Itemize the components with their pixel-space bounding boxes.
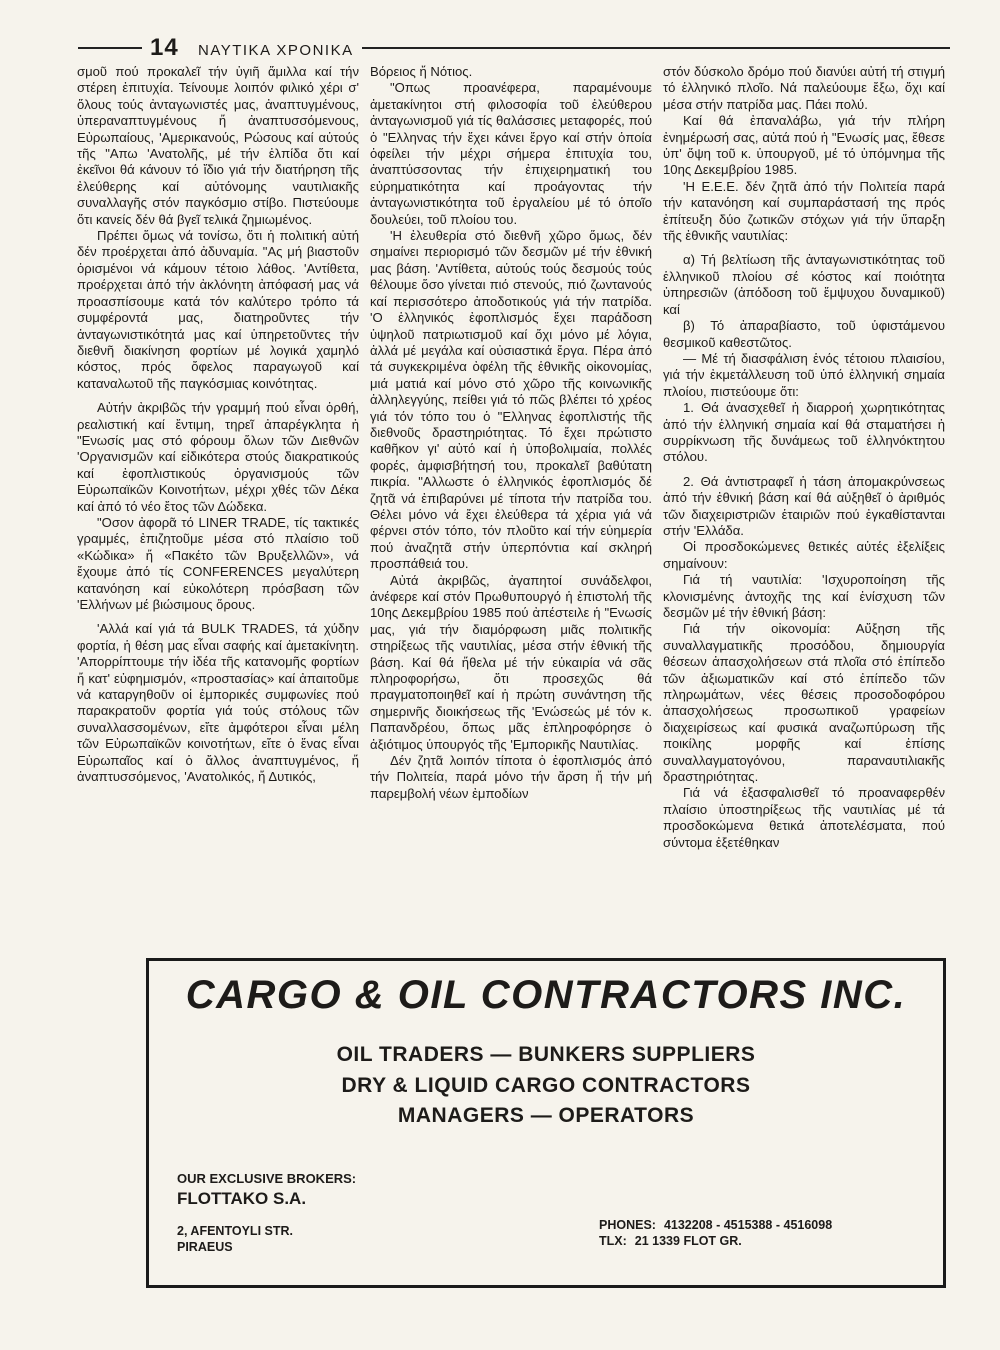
ad-company-name: CARGO & OIL CONTRACTORS INC.: [185, 973, 907, 1017]
paragraph: 'Η Ε.Ε.Ε. δέν ζητᾶ ἀπό τήν Πολιτεία παρά τήν κατανόηση καί συμπαράστασή της πρός ἐπίτευξη δύο ζωτικῶν στόχων γιά τήν ὕπαρξη τῆς ἐθνικῆς ναυτιλίας:: [663, 178, 945, 244]
publication-title: ΝΑΥΤΙΚΑ ΧΡΟΝΙΚΑ: [198, 42, 354, 59]
paragraph: β) Τό ἀπαραβίαστο, τοῦ ὑφιστάμενου θεσμικοῦ καθεστῶτος.: [663, 318, 945, 350]
paragraph: "Οπως προανέφερα, παραμένουμε ἀμετακίνητοι στή φιλοσοφία τοῦ ἐλεύθερου ἀνταγωνισμοῦ γιά τίς θαλάσσιες μεταφορές, πού ὁ "Ελληνας τήν ἔχει κάνει ἔργο καί στήν ὁποία ὀφείλει τήν μέχρι σήμερα ἐπιτυχία του, ἀναπτύσσοντας τήν ἐπιχειρηματική του εὐρηματικότητα καί προάγοντας τήν ἀνταγωνιστικότητα τοῦ ἐργαλείου μέ τό ὁποῖο δουλεύει, τοῦ πλοίου του.: [370, 80, 652, 227]
ad-tlx-label: TLX:: [599, 1234, 627, 1248]
ad-brokers-name: FLOTTAKO S.A.: [177, 1189, 307, 1208]
paragraph: 'Αλλά καί γιά τά BULK TRADES, τά χύδην φορτία, ἡ θέση μας εἶναι σαφής καί ἀμετακίνητη. 'Απορρίπτουμε τήν ἰδέα τῆς κατανομῆς φορτίων ἤ κατ' εὐφημισμόν, «προστασίας» καί ἀπαιτοῦμε νά καταργηθοῦν οἱ ἐμπορικές συμφωνίες πού παρακρατοῦν φορτία γιά τούς στόλους τῶν συναλλασσομένων, εἴτε ἀμφότεροι εἶναι μέλη τῶν Εὐρωπαϊκῶν κοινοτήτων, εἴτε ὁ ἕνας εἶναι Εὐρωπαῖος καί ὁ ἄλλος ἀναπτυγμένος, ἤ ἀναπτυσσόμενος, 'Ανατολικός, ἤ Δυτικός,: [77, 621, 359, 785]
ad-address-line-1: 2, AFENTOYLI STR.: [177, 1224, 293, 1238]
ad-tlx-value: 21 1339 FLOT GR.: [634, 1234, 742, 1248]
paragraph: Καί θά ἐπαναλάβω, γιά τήν πλήρη ἐνημέρωσή σας, αὐτά πού ἡ "Ενωσίς μας, ἔθεσε ὑπ' ὄψη τοῦ κ. ὑπουργοῦ, μέ τό ὑπόμνημα τῆς 10ης Δεκεμβρίου 1985.: [663, 113, 945, 178]
paragraph: Γιά τή ναυτιλία: 'Ισχυροποίηση τῆς κλονισμένης ἀντοχῆς της καί ἐνίσχυση τῶν δεσμῶν μέ τήν ἐθνική βάση:: [663, 572, 945, 620]
ad-phones-label: PHONES:: [599, 1218, 656, 1232]
paragraph: Αὐτήν ἀκριβῶς τήν γραμμή πού εἶναι ὀρθή, ρεαλιστική καί ἔντιμη, τηρεῖ ἀπαρέγκλητα ἡ "Ενωσίς μας στό φόρουμ ὅλων τῶν Διεθνῶν 'Οργανισμῶν καί εἰδικότερα στούς διακρατικούς καί ἐφοπλιστικούς ὀργανισμούς τῶν Εὐρωπαϊκῶν Κοινοτήτων, μέχρι χθές τῶν Δέκα καί ἀπό τό νέο ἔτος τῶν Δώδεκα.: [77, 400, 359, 514]
advertisement-box: [146, 958, 946, 1288]
text-column-3: [663, 64, 945, 944]
ad-address-line-2: PIRAEUS: [177, 1240, 233, 1254]
paragraph: Βόρειος ἤ Νότιος.: [370, 64, 473, 79]
header-rule-left: [78, 47, 142, 49]
paragraph: Γιά τήν οἰκονομία: Αὔξηση τῆς συναλλαγματικῆς προσόδου, δημιουργία θέσεων ἀπασχολήσεων στά πλοῖα στό ἐπίπεδο τῶν ἀξιωματικῶν καί στό ἐπίπεδο τῶν πληρωμάτων, νέες θέσεις προσοδοφόρου ἀπασχολήσεως προσωπικοῦ γραφείων διαχειρίσεως καί φυσικά αναζωπύρωση τῆς ποικίλης μορφῆς καί ἐπίσης συναλλαγματογόνου, παραναυτιλιακῆς δραστηριότητας.: [663, 621, 945, 785]
paragraph: Αὐτά ἀκριβῶς, ἀγαπητοί συνάδελφοι, ἀνέφερε καί στόν Πρωθυπουργό ἡ ἐπιστολή τῆς 10ης Δεκεμβρίου 1985 πού ἀπέστειλε ἡ "Ενωσίς μας, γιά τήν διαμόρφωση μιᾶς πολιτικῆς στηρίξεως τῆς ναυτιλίας, μέσα στήν ἐθνική τῆς βάση. Καί θά ἤθελα μέ τήν εὐκαιρία νά σᾶς πληροφορήσω, ὅτι προσεχῶς θά πραγματοποιηθεῖ καί ἡ πρώτη συνάντηση τῆς σημερινῆς διοικήσεως τῆς 'Ενώσεώς μέ τόν κ. Παπανδρέου, ὅπως μᾶς ἐπληροφόρησε ὁ ἀξιότιμος ὑπουργός τῆς 'Εμπορικῆς Ναυτιλίας.: [370, 572, 652, 752]
paragraph: 2. Θά ἀντιστραφεῖ ἡ τάση ἀπομακρύνσεως ἀπό τήν ἐθνική βάση καί θά αὐξηθεῖ ὁ ἀριθμός τῶν διαχειριστριῶν ἑταιριῶν πού ἐγκαθίστανται στήν 'Ελλάδα.: [663, 473, 945, 538]
text-column-2: [370, 64, 652, 944]
paragraph: 'Η ἐλευθερία στό διεθνῆ χῶρο ὅμως, δέν σημαίνει περιορισμό τῶν δεσμῶν μέ τήν ἐθνική μας βάση. 'Αντίθετα, αὐτούς τούς δεσμούς τούς θέλουμε ὅσο γίνεται πιό στενούς, πιό ζωντανούς καί περισσότερο ἀποδοτικούς γιά τήν πατρίδα. 'Ο ἑλληνικός ἐφοπλισμός ἔχει παράδοση ὑψηλοῦ πατριωτισμοῦ καί ὄχι μόνο μέ λόγια, ἀλλά μέ μεγάλα καί οὐσιαστικά ἔργα. Πέρα ἀπό τά συγκεκριμένα ὀφέλη τῆς ἑθνικῆς οἰκονομίας, μιά ματιά καί μόνο στό χῶρο τῆς κοινωνικῆς ἀλληλεγγύης, πείθει γιά τό πῶς βλέπει τό χρέος γιά τόν τόπο του ὁ "Ελληνας ἐφοπλιστής τῆς διεθνοῦς δραστηριότητας. Τό ἔχει πρώτιστο καθῆκον γι' αὐτό καί ἡ ὑποβολιμαία, πολλές φορές, ἀμφισβήτησή του, προκαλεῖ βαθύτατη πικρία. "Αλλωστε ὁ ἑλληνικός ἐφοπλισμός δέ ζητᾶ νά ἐπιβαρύνει μέ τίποτα τήν πατρίδα του. Θέλει μόνο νά ἔχει ἐλεύθερα τά χέρια γιά νά φέρνει στόν τόπο, τόν πλοῦτο καί τήν εὐημερία πού ἀναζητᾶ στήν ὑπερπόντια καί σκληρή προσπάθειά του.: [370, 228, 652, 572]
ad-services-line-1: OIL TRADERS — BUNKERS SUPPLIERS: [336, 1043, 756, 1066]
ad-services-line-3: MANAGERS — OPERATORS: [397, 1104, 695, 1127]
paragraph: σμοῦ πού προκαλεῖ τήν ὑγιῆ ἅμιλλα καί τήν στέρεη ἐπιτυχία. Τείνουμε λοιπόν φιλικό χέρι σ' ὅλους τούς ἀνταγωνιστές μας, ἀναπτυγμένους, ὑπεραναπτυγμένους ἤ ἀναπτυσσόμενους, Εὐρωπαίους, 'Αμερικανούς, Ρώσους καί αὐτούς τῆς "Απω 'Ανατολῆς, μέ τήν ἐλπίδα ὅτι καί ἐκεῖνοι θά κάνουν τό ἴδιο γιά τήν διατήρηση τῆς ἐλεύθερης καί αὐτόνομης ναυτιλιακῆς συναλλαγῆς στόν παγκόσμιο στίβο. Πιστεύουμε ὅτι κανείς δέν θά βγεῖ τελικά ζημιωμένος.: [77, 64, 359, 227]
ad-phones: [599, 1218, 832, 1233]
ad-telex: [599, 1234, 742, 1249]
text-column-1: [77, 64, 359, 944]
page-number: 14: [150, 34, 179, 61]
header-rule-right: [362, 47, 950, 49]
paragraph: α) Τή βελτίωση τῆς ἀνταγωνιστικότητας τοῦ ἑλληνικοῦ πλοίου σέ κόστος καί ποιότητα ὑπηρεσιῶν (ἀπόδοση τοῦ ἔμψυχου δυναμικοῦ) καί: [663, 252, 945, 317]
paragraph: Δέν ζητᾶ λοιπόν τίποτα ὁ ἐφοπλισμός ἀπό τήν Πολιτεία, παρά μόνο τήν ἄρση ἤ τήν μή παρεμβολή νέων ἐμποδίων: [370, 753, 652, 801]
ad-services-line-2: DRY & LIQUID CARGO CONTRACTORS: [341, 1074, 751, 1097]
paragraph: "Οσον ἀφορᾶ τό LINER TRADE, τίς τακτικές γραμμές, ἐπιζητοῦμε μέσα στό πλαίσιο τοῦ «Κώδικα» ἤ «Πακέτο τῶν Βρυξελλῶν», νά ἔχουμε ἀπό τίς CONFERENCES μεγαλύτερη κατανόηση καί εὐκολότερη πρόσβαση τῶν 'Ελλήνων μέ βιώσιμους ὅρους.: [77, 514, 359, 612]
ad-brokers-label: OUR EXCLUSIVE BROKERS:: [177, 1171, 357, 1186]
ad-phones-value: 4132208 - 4515388 - 4516098: [663, 1218, 833, 1232]
paragraph: στόν δύσκολο δρόμο πού διανύει αὐτή τή στιγμή τό ἑλληνικό πλοῖο. Νά παλεύουμε ἔξω, ὄχι καί μέσα στήν πατρίδα μας. Πάει πολύ.: [663, 64, 945, 112]
paragraph: 1. Θά ἀνασχεθεῖ ἡ διαρροή χωρητικότητας ἀπό τήν ἑλληνική σημαία καί θά σταματήσει ἡ συρρίκνωση τῆς δυνάμεως τοῦ ἑλληνόκτητου στόλου.: [663, 400, 945, 465]
paragraph: Πρέπει ὅμως νά τονίσω, ὅτι ἡ πολιτική αὐτή δέν προέρχεται ἀπό ἀδυναμία. "Ας μή βιαστοῦν ὁρισμένοι νά κάμουν τέτοιο λάθος. 'Αντίθετα, προέρχεται ἀπό τήν ἀκλόνητη ἀπόφασή μας νά προασπίσουμε κατά τόν καλύτερο τρόπο τά συμφέροντά μας, διατηροῦντες τήν ἀνταγωνιστικότητά μας καί ὑπηρετοῦντες τήν διεθνῆ διακίνηση φορτίων μέ λογικά χαμηλό κόστος, πρός ὄφελος παραγωγοῦ καί καταναλωτοῦ τῆς παγκόσμιας κοινότητας.: [77, 228, 359, 391]
paragraph: — Μέ τή διασφάλιση ἑνός τέτοιου πλαισίου, γιά τήν ἐκμετάλλευση τοῦ ὑπό ἑλληνική σημαία πλοίου, πιστεύουμε ὅτι:: [663, 350, 945, 399]
paragraph: Γιά νά ἐξασφαλισθεῖ τό προαναφερθέν πλαίσιο ὑποστηρίξεως τῆς ναυτιλίας μέ τά προσδοκώμενα θετικά ἀποτελέσματα, πού σύντομα ἐξετέθηκαν: [663, 785, 945, 850]
page-header: [70, 34, 950, 64]
paragraph: Οἱ προσδοκώμενες θετικές αὐτές ἐξελίξεις σημαίνουν:: [663, 539, 945, 571]
